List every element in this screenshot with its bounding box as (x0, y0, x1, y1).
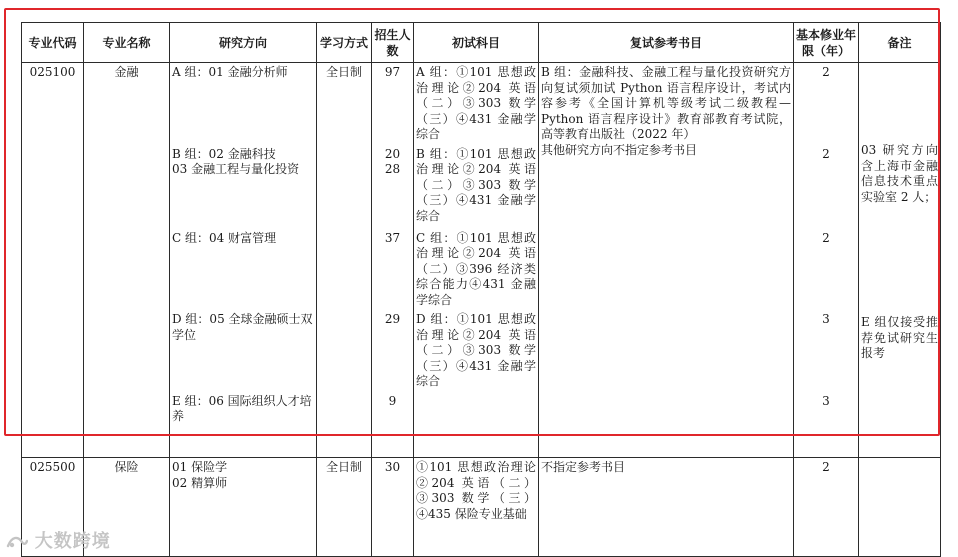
header-mode: 学习方式 (317, 23, 372, 63)
finance-mode: 全日制 (317, 63, 372, 458)
finance-years-d: 3 (794, 310, 859, 392)
insurance-years: 2 (794, 458, 859, 557)
header-retest: 复试参考书目 (539, 23, 794, 63)
header-enroll: 招生人数 (372, 23, 414, 63)
finance-direction-d: D 组：05 全球金融硕士双学位 (170, 310, 317, 392)
watermark-logo-icon (6, 532, 28, 550)
finance-code: 025100 (22, 63, 84, 458)
watermark-text: 大数跨境 (34, 531, 111, 552)
finance-retest-other: 其他研究方向不指定参考书目 (541, 142, 698, 157)
insurance-retest: 不指定参考书目 (539, 458, 794, 557)
finance-direction-b (170, 145, 317, 229)
header-name: 专业名称 (84, 23, 170, 63)
header-years: 基本修业年限（年） (794, 23, 859, 63)
finance-note-lab: 03 研究方向含上海市金融信息技术重点实验室 2 人； (861, 143, 938, 204)
finance-enroll-d: 29 (372, 310, 414, 392)
insurance-direction (170, 458, 317, 557)
enroll-line: 20 (384, 146, 401, 161)
finance-years-c: 2 (794, 229, 859, 311)
finance-name: 金融 (84, 63, 170, 458)
admissions-table (21, 22, 941, 557)
finance-enroll-a: 97 (372, 63, 414, 145)
header-code: 专业代码 (22, 23, 84, 63)
finance-exam-e (414, 392, 539, 458)
finance-exam-b: B 组：①101 思想政治理论②204 英语（二）③303 数学（三）④431 金融学综合 (414, 145, 539, 229)
insurance-name: 保险 (84, 458, 170, 557)
finance-enroll-b (372, 145, 414, 229)
watermark (6, 527, 111, 553)
finance-enroll-e: 9 (372, 392, 414, 458)
finance-years-b: 2 (794, 145, 859, 229)
finance-note-e: E 组仅接受推荐免试研究生报考 (861, 315, 938, 360)
insurance-exam: ①101 思想政治理论②204 英语（二）③303 数学（三）④435 保险专业基础 (414, 458, 539, 557)
finance-direction-e: E 组：06 国际组织人才培养 (170, 392, 317, 458)
finance-exam-a: A 组：①101 思想政治理论②204 英语（二）③303 数学（三）④431 金融学综合 (414, 63, 539, 145)
finance-direction-a: A 组：01 金融分析师 (170, 63, 317, 145)
finance-retest (539, 63, 794, 458)
direction-line: 02 精算师 (172, 475, 228, 490)
insurance-enroll: 30 (372, 458, 414, 557)
insurance-notes (859, 458, 941, 557)
finance-notes (859, 63, 941, 458)
table-row (22, 63, 941, 145)
header-exam: 初试科目 (414, 23, 539, 63)
table-row (22, 458, 941, 557)
insurance-code: 025500 (22, 458, 84, 557)
finance-exam-c: C 组：①101 思想政治理论②204 英语（二）③396 经济类综合能力④431 金融学综合 (414, 229, 539, 311)
header-row (22, 23, 941, 63)
finance-retest-b: B 组：金融科技、金融工程与量化投资研究方向复试须加试 Python 语言程序设计，考试内容参考《全国计算机等级考试二级教程—Python 语言程序设计》教育部教育考试院，高等教育出版社（2022 年） (541, 65, 791, 141)
direction-line: 01 保险学 (172, 460, 228, 474)
direction-line: B 组：02 金融科技 (172, 146, 276, 161)
direction-line: 03 金融工程与量化投资 (172, 162, 300, 176)
enroll-line: 28 (384, 162, 401, 176)
finance-years-a: 2 (794, 63, 859, 145)
finance-enroll-c: 37 (372, 229, 414, 311)
header-direction: 研究方向 (170, 23, 317, 63)
header-notes: 备注 (859, 23, 941, 63)
finance-direction-c: C 组：04 财富管理 (170, 229, 317, 311)
insurance-mode: 全日制 (317, 458, 372, 557)
finance-exam-d: D 组：①101 思想政治理论②204 英语（二）③303 数学（三）④431 金融学综合 (414, 310, 539, 392)
finance-years-e: 3 (794, 392, 859, 458)
